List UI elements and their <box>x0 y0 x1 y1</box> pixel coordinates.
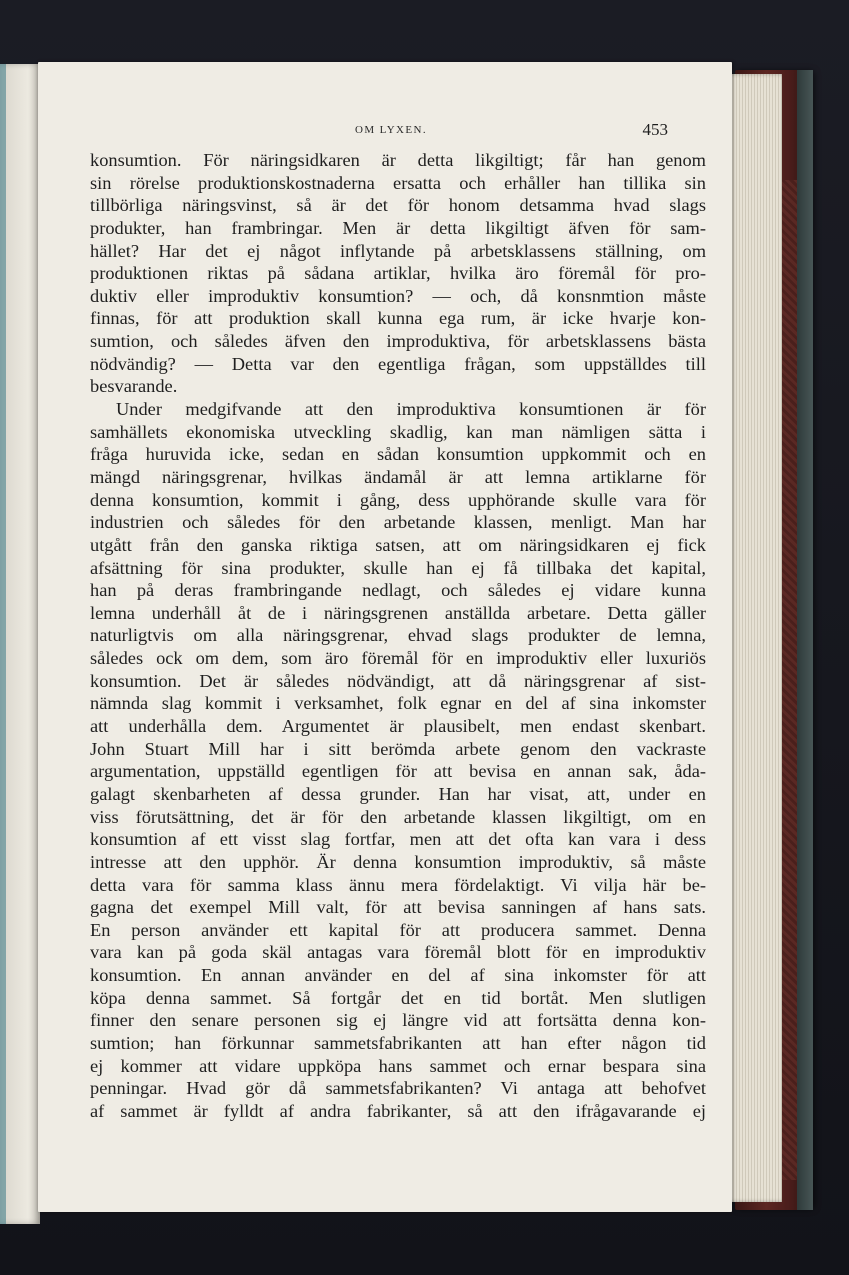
text-line: finner den senare personen sig ej längre vid att fortsätta denna kon- <box>90 1010 706 1031</box>
text-line: konsumtion. Det är således nödvändigt, att då näringsgrenar af sist- <box>90 670 706 691</box>
text-line: galagt skenbarheten af dessa grunder. Han har visat, att, under en <box>90 783 706 804</box>
page-number: 453 <box>642 120 668 139</box>
page-stack <box>728 74 782 1202</box>
text-line: lemna underhåll åt de i näringsgrenen anställda arbetare. Detta gäller <box>90 602 706 623</box>
text-line: argumentation, uppställd egentligen för att bevisa en annan sak, åda- <box>90 761 706 782</box>
left-page-edge <box>0 64 40 1224</box>
text-line: penningar. Hvad gör då sammetsfabrikanten? Vi antaga att behofvet <box>90 1078 706 1099</box>
text-line: tillbörliga näringsvinst, så är det för honom detsamma hvad slags <box>90 195 706 216</box>
text-line: finnas, för att produktion skall kunna ega rum, är icke hvarje kon- <box>90 308 706 329</box>
body-text <box>90 149 706 1123</box>
text-line: gagna det exempel Mill valt, för att bevisa sanningen af hans sats. <box>90 897 706 918</box>
text-line: af sammet är fylldt af andra fabrikanter, så att den ifrågavarande ej <box>90 1100 706 1121</box>
text-line: således ock om dem, som äro föremål för en improduktiv eller luxuriös <box>90 648 706 669</box>
text-line: industrien och således för den arbetande klassen, menligt. Man har <box>90 512 706 533</box>
text-line: naturligtvis om alla näringsgrenar, ehvad slags produkter de lemna, <box>90 625 706 646</box>
text-line: sin rörelse produktionskostnaderna ersatta och erhåller han tillika sin <box>90 172 706 193</box>
text-line: afsättning för sina produkter, skulle han ej få tillbaka det kapital, <box>90 557 706 578</box>
text-line: han på deras frambringande nedlagt, och således ej vidare kunna <box>90 580 706 601</box>
text-line: vara kan på goda skäl antagas vara föremål blott för en improduktiv <box>90 942 706 963</box>
spine-binding <box>0 64 6 1224</box>
text-line: sumtion, och således äfven den improduktiva, för arbetsklassens bästa <box>90 331 706 352</box>
text-line: John Stuart Mill har i sitt berömda arbete genom den vackraste <box>90 738 706 759</box>
text-line: samhällets ekonomiska utveckling skadlig, kan man nämligen sätta i <box>90 421 706 442</box>
text-line: produktionen riktas på sådana artiklar, hvilka äro föremål för pro- <box>90 263 706 284</box>
text-line: konsumtion. För näringsidkaren är detta likgiltigt; får han genom <box>90 150 706 170</box>
text-line: besvarande. <box>90 376 178 397</box>
text-line: En person använder ett kapital för att producera sammet. Denna <box>90 919 706 940</box>
text-line: utgått från den ganska riktiga satsen, att om näringsidkaren ej fick <box>90 534 706 555</box>
text-line: produkter, han frambringar. Men är detta likgiltigt äfven för sam- <box>90 217 706 238</box>
text-line: konsumtion. En annan använder en del af sina inkomster för att <box>90 965 706 986</box>
text-line: att underhålla dem. Argumentet är plausibelt, men endast skenbart. <box>90 716 706 737</box>
text-line: Under medgifvande att den improduktiva konsumtionen är för <box>116 399 706 420</box>
text-line: ej kommer att vidare uppköpa hans sammet och ernar bespara sina <box>90 1055 706 1076</box>
text-line: duktiv eller improduktiv konsumtion? — och, då konsnmtion måste <box>90 285 706 306</box>
text-line: intresse att den upphör. Är denna konsumtion improduktiv, så måste <box>90 851 706 872</box>
page-header <box>38 120 732 144</box>
text-line: nödvändig? — Detta var den egentliga frågan, som uppställdes till <box>90 353 706 374</box>
text-line: nämnda slag kommit i verksamhet, folk egnar en del af sina inkomster <box>90 693 706 714</box>
cover-edge <box>797 70 813 1210</box>
text-line: detta vara för samma klass ännu mera fördelaktigt. Vi vilja här be- <box>90 874 706 895</box>
text-line: köpa denna sammet. Så fortgår det en tid bortåt. Men slutligen <box>90 987 706 1008</box>
text-line: sumtion; han förkunnar sammetsfabrikanten att han efter någon tid <box>90 1032 706 1053</box>
text-line: hället? Har det ej något inflytande på arbetsklassens ställning, om <box>90 240 706 261</box>
text-line: viss förutsättning, det är för den arbetande klassen likgiltigt, om en <box>90 806 706 827</box>
book-page <box>38 62 732 1212</box>
text-line: fråga huruvida icke, sedan en sådan konsumtion uppkommit och en <box>90 444 706 465</box>
running-title: OM LYXEN. <box>355 124 427 136</box>
text-line: mängd näringsgrenar, hvilkas ändamål är att lemna artiklarne för <box>90 466 706 487</box>
text-line: denna konsumtion, kommit i gång, dess upphörande skulle vara för <box>90 489 706 510</box>
text-line: konsumtion af ett visst slag fortfar, men att det ofta kan vara i dess <box>90 829 706 850</box>
